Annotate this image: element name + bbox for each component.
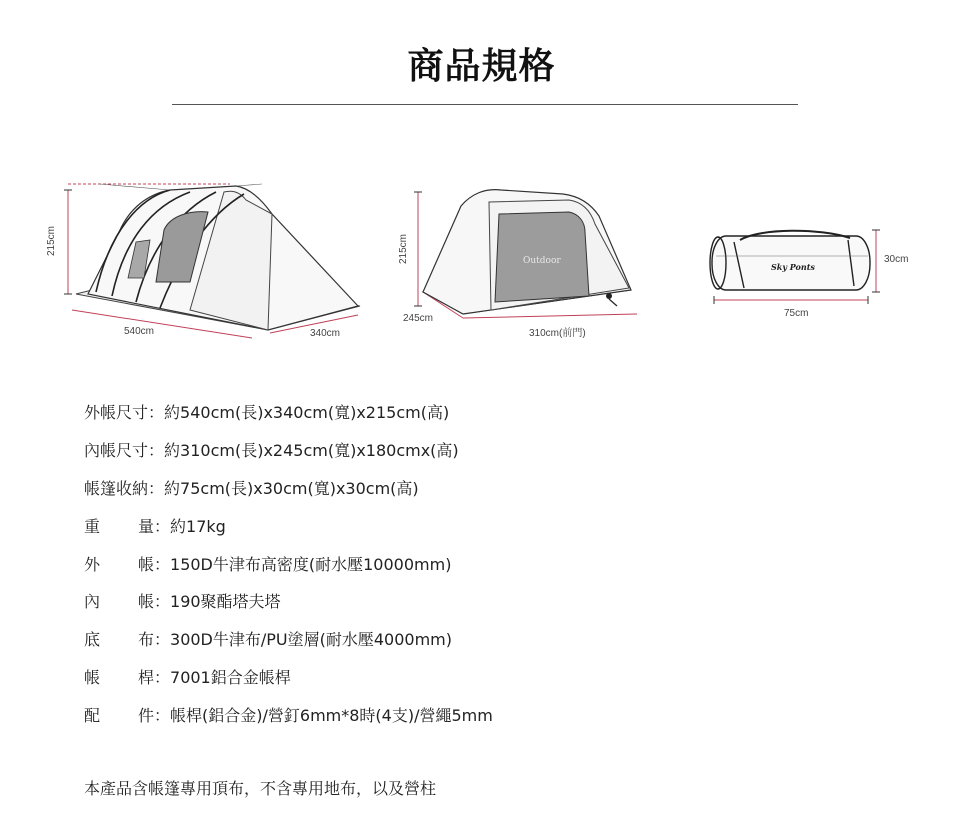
- spec-separator: ：: [148, 478, 165, 498]
- spec-row: [84, 517, 724, 555]
- spec-value: 約540cm(長)x340cm(寬)x215cm(高): [164, 403, 450, 422]
- spec-row: [84, 630, 724, 668]
- tent-height-label: 215cm: [46, 225, 57, 256]
- spec-row: [84, 668, 724, 706]
- spec-label: 底布: [84, 630, 154, 650]
- spec-row: [84, 403, 724, 441]
- carry-bag-diagram: [700, 222, 930, 322]
- spec-separator: ：: [148, 403, 165, 422]
- spec-label: 配件: [84, 706, 154, 726]
- spec-list: [84, 403, 724, 744]
- spec-label: 外帳尺寸: [84, 403, 149, 422]
- carry-bag-drawing: [700, 222, 930, 322]
- spec-value: 7001鋁合金帳桿: [170, 668, 291, 688]
- spec-label: 帳篷收納: [84, 478, 149, 498]
- tent-length-label: 540cm: [124, 326, 155, 337]
- inner-tent-diagram: [393, 180, 643, 345]
- product-note: 本產品含帳篷專用頂布，不含專用地布，以及營柱: [84, 779, 437, 798]
- spec-value: 約75cm(長)x30cm(寬)x30cm(高): [164, 478, 419, 498]
- spec-value: 150D牛津布高密度(耐水壓10000mm): [170, 554, 452, 574]
- sky-ponts-logo: Sky Ponts: [771, 262, 815, 272]
- spec-value: 約17kg: [170, 516, 226, 536]
- spec-separator: ：: [154, 592, 171, 612]
- spec-row: [84, 592, 724, 630]
- inner-depth-label: 245cm: [403, 313, 434, 324]
- spec-separator: ：: [154, 554, 171, 574]
- spec-label: 內帳: [84, 592, 154, 612]
- spec-label: 內帳尺寸: [84, 440, 149, 460]
- spec-value: 190聚酯塔夫塔: [170, 592, 281, 612]
- spec-value: 帳桿(鋁合金)/營釘6mm*8時(4支)/營繩5mm: [170, 706, 493, 726]
- spec-label: 重量: [84, 516, 154, 536]
- bag-length-label: 75cm: [784, 308, 809, 319]
- spec-value: 約310cm(長)x245cm(寬)x180cmx(高): [164, 440, 459, 460]
- spec-row: [84, 706, 724, 744]
- spec-separator: ：: [154, 516, 171, 536]
- inner-height-label: 215cm: [398, 233, 409, 264]
- spec-separator: ：: [154, 630, 171, 650]
- spec-label: 外帳: [84, 554, 154, 574]
- spec-label: 帳桿: [84, 668, 154, 688]
- spec-value: 300D牛津布/PU塗層(耐水壓4000mm): [170, 630, 453, 650]
- tent-width-label: 340cm: [310, 328, 341, 339]
- spec-separator: ：: [148, 440, 165, 460]
- outdoor-logo: Outdoor: [523, 256, 561, 266]
- spec-separator: ：: [154, 668, 171, 688]
- spec-separator: ：: [154, 706, 171, 726]
- spec-row: [84, 555, 724, 593]
- tent-side-drawing: [40, 170, 370, 350]
- title-divider: [172, 104, 798, 105]
- spec-row: [84, 479, 724, 517]
- tent-side-diagram: [40, 170, 370, 350]
- bag-height-label: 30cm: [884, 254, 909, 265]
- inner-front-label: 310cm(前門): [529, 328, 586, 339]
- page-title: 商品規格: [407, 46, 556, 87]
- spec-row: [84, 441, 724, 479]
